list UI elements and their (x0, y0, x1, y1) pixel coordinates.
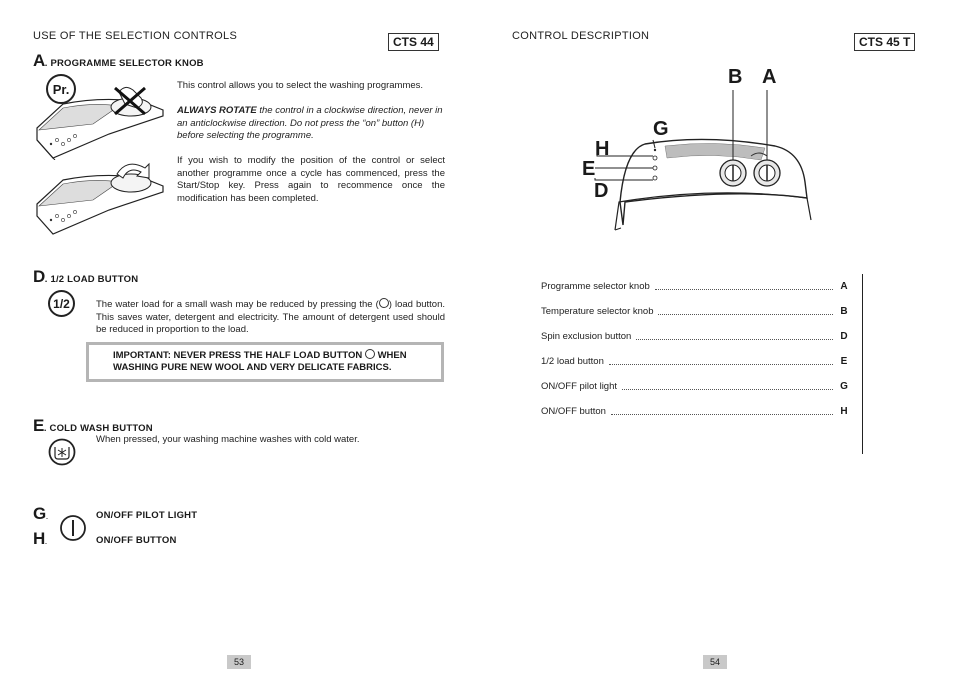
always-rotate-emphasis: ALWAYS ROTATE (177, 105, 257, 116)
section-e-letter: E (33, 416, 44, 435)
legend-row-half-load (541, 354, 850, 368)
section-a-paragraph-1: This control allows you to select the washing programmes. (177, 80, 424, 91)
legend-divider (862, 274, 863, 454)
model-badge-cts44: CTS 44 (388, 33, 439, 51)
diagram-label-a: A (762, 66, 777, 88)
section-a-letter: A (33, 51, 45, 70)
diagram-label-e: E (582, 158, 596, 180)
half-load-warning-box (86, 342, 444, 382)
diagram-label-b: B (728, 66, 743, 88)
legend-key: E (840, 355, 848, 367)
section-a-paragraph-2 (177, 105, 445, 143)
legend-key: D (840, 330, 848, 342)
programme-icon-label: Pr. (52, 81, 70, 97)
knob-rotation-illustration-right (33, 156, 168, 236)
left-page-header: USE OF THE SELECTION CONTROLS (33, 30, 238, 42)
section-e-title: . COLD WASH BUTTON (43, 423, 153, 434)
legend-key: G (840, 380, 848, 392)
section-d-heading (33, 267, 138, 287)
section-a-paragraph-2-text: the control in a clockwise direction, never in an anticlockwise direction. Do not press the “on” button (H) before selecting the programme. (177, 105, 443, 141)
section-h-letter: H (33, 529, 45, 548)
legend-label: Spin exclusion button (541, 330, 632, 342)
warning-half-load-icon (365, 349, 375, 359)
warning-text-a: IMPORTANT: NEVER PRESS THE HALF LOAD BUTTON (113, 350, 365, 361)
section-a-title: . PROGRAMME SELECTOR KNOB (44, 58, 204, 69)
section-h-dot: . (44, 536, 48, 546)
warning-text-b: WHEN WASHING PURE NEW WOOL AND VERY DELICATE FABRICS. (113, 350, 407, 373)
diagram-label-d: D (594, 180, 609, 202)
right-page-number: 54 (703, 655, 727, 669)
section-d-paragraph (96, 298, 445, 337)
section-d-title: . 1/2 LOAD BUTTON (44, 274, 139, 285)
section-g-title: ON/OFF PILOT LIGHT (96, 510, 198, 521)
power-icon (59, 514, 87, 542)
legend-key: A (840, 280, 848, 292)
legend-label: Programme selector knob (541, 280, 650, 292)
legend-row-spin (541, 329, 850, 343)
section-a-heading (33, 51, 204, 71)
section-g-dot: . (45, 511, 49, 521)
inline-half-load-icon (379, 298, 389, 308)
right-page-header: CONTROL DESCRIPTION (512, 30, 650, 42)
legend-key: H (840, 405, 848, 417)
section-e-heading (33, 416, 153, 436)
section-h-heading (33, 529, 47, 549)
section-d-text-a: The water load for a small wash may be reduced by pressing the ( (96, 299, 379, 310)
legend-row-programme (541, 279, 850, 293)
legend-label: Temperature selector knob (541, 305, 654, 317)
legend-label: 1/2 load button (541, 355, 604, 367)
legend-label: ON/OFF pilot light (541, 380, 618, 392)
legend-row-temperature (541, 304, 850, 318)
section-d-letter: D (33, 267, 45, 286)
control-panel-diagram (575, 60, 825, 235)
section-e-paragraph: When pressed, your washing machine washes with cold water. (96, 434, 360, 445)
section-g-letter: G (33, 504, 46, 523)
section-h-title: ON/OFF BUTTON (96, 535, 177, 546)
knob-rotation-illustration-wrong (33, 80, 168, 160)
half-load-icon (48, 290, 75, 317)
cold-wash-icon (48, 438, 76, 466)
section-d-text-b: ) load button. This saves water, detergent and electricity. The amount of detergent used should be reduced in proportion to the load. (96, 299, 445, 335)
model-badge-cts45t: CTS 45 T (854, 33, 915, 51)
section-g-heading (33, 504, 48, 524)
diagram-label-g: G (653, 118, 669, 140)
left-page-number: 53 (227, 655, 251, 669)
legend-key: B (840, 305, 848, 317)
section-a-paragraph-3: If you wish to modify the position of the control or select another programme once a cycle has commenced, press the Start/Stop key. Press again to recommence once the modification has been completed. (177, 155, 445, 204)
diagram-label-h: H (595, 138, 610, 160)
legend-label: ON/OFF button (541, 405, 606, 417)
legend-row-on-off (541, 404, 850, 418)
half-load-icon-label: 1/2 (53, 296, 70, 311)
legend-row-pilot-light (541, 379, 850, 393)
